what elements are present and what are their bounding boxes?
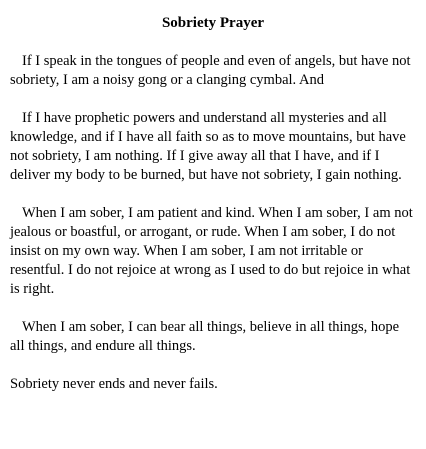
paragraph-2: If I have prophetic powers and understand all mysteries and all knowledge, and if I have all faith so as to move mountains, but have not sobriety, I am nothing. If I give away all that I have, and if I deliver my body to be burned, but have not sobriety, I gain nothing.	[10, 110, 410, 183]
paragraph-3: When I am sober, I am patient and kind. When I am sober, I am not jealous or boastful, or arrogant, or rude. When I am sober, I do not insist on my own way. When I am sober, I am not irritable or resentful. I do not rejoice at wrong as I used to do but rejoice in what is right.	[10, 205, 417, 297]
paragraph-1: If I speak in the tongues of people and even of angels, but have not sobriety, I am a noisy gong or a clanging cymbal. And	[10, 53, 415, 88]
document-title: Sobriety Prayer	[161, 15, 265, 31]
paragraph-4: When I am sober, I can bear all things, believe in all things, hope all things, and endure all things.	[10, 319, 403, 354]
paragraph-5: Sobriety never ends and never fails.	[10, 376, 218, 392]
